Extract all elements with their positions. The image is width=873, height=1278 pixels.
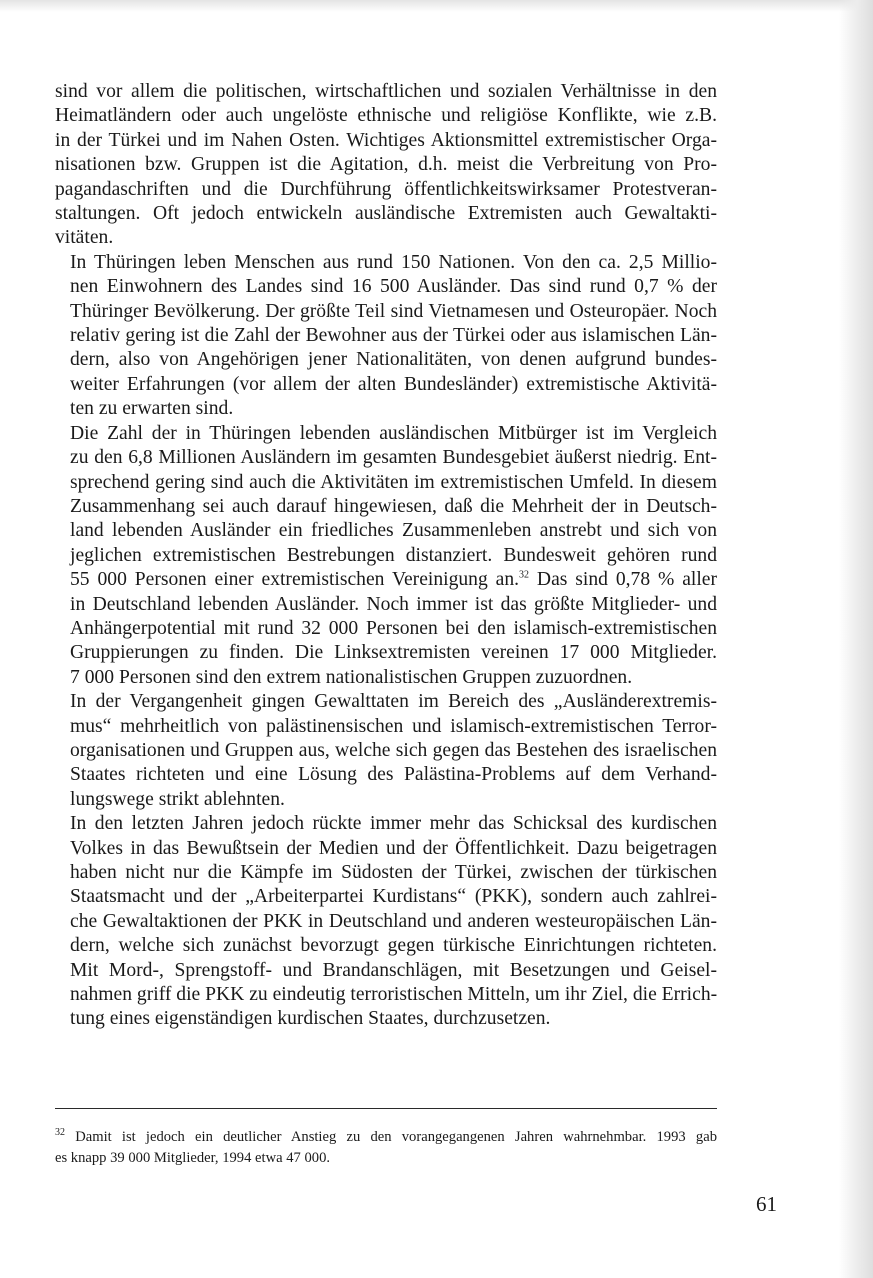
text-line: Gruppierungen zu finden. Die Linksextremisten vereinen 17 000 Mitglieder. bbox=[70, 642, 717, 664]
text-line: jeglichen extremistischen Bestrebungen distanziert. Bundesweit gehören rund bbox=[70, 544, 717, 566]
text-line: organisationen und Gruppen aus, welche sich gegen das Bestehen des israelischen bbox=[70, 739, 717, 761]
text-line: Anhängerpotential mit rund 32 000 Personen bei den islamisch-extremistischen bbox=[70, 617, 717, 639]
text-line: In den letzten Jahren jedoch rückte immer mehr das Schicksal des kurdischen bbox=[70, 813, 717, 835]
text-line: Staates richteten und eine Lösung des Palästina-Problems auf dem Verhand- bbox=[70, 764, 717, 786]
footnote-text: Damit ist jedoch ein deutlicher Anstieg zu den vorangegangenen Jahren wahrnehmbar. 1993 gab bbox=[65, 1129, 717, 1145]
text-segment: Das sind 0,78 % aller bbox=[529, 569, 718, 591]
footnote-line bbox=[55, 1127, 717, 1148]
scan-right-shadow bbox=[839, 0, 873, 1278]
text-line: dern, also von Angehörigen jener Nationalitäten, von denen aufgrund bundes- bbox=[70, 349, 717, 371]
paragraph-1 bbox=[55, 80, 717, 251]
text-line: sind vor allem die politischen, wirtschaftlichen und sozialen Verhältnisse in den bbox=[55, 81, 717, 102]
footnote-reference[interactable]: 32 bbox=[519, 569, 530, 581]
text-line: In der Vergangenheit gingen Gewalttaten im Bereich des „Ausländerextremis- bbox=[70, 691, 717, 713]
text-line: ten zu erwarten sind. bbox=[70, 398, 234, 420]
text-line: vitäten. bbox=[55, 227, 114, 249]
page-number: 61 bbox=[756, 1192, 777, 1216]
text-line: mus“ mehrheitlich von palästinensischen und islamisch-extremistischen Terror- bbox=[70, 715, 717, 737]
text-segment: 55 000 Personen einer extremistischen Vereinigung an. bbox=[70, 569, 520, 591]
footnote-separator bbox=[55, 1108, 717, 1109]
text-line: staltungen. Oft jedoch entwickeln ausländische Extremisten auch Gewaltakti- bbox=[55, 203, 717, 225]
text-line: in der Türkei und im Nahen Osten. Wichtiges Aktionsmittel extremistischer Orga- bbox=[55, 129, 717, 151]
scan-top-shadow bbox=[0, 0, 873, 12]
footnote-marker: 32 bbox=[55, 1127, 65, 1139]
text-line: Volkes in das Bewußtsein der Medien und der Öffentlichkeit. Dazu beigetragen bbox=[70, 837, 717, 859]
text-line: Staatsmacht und der „Arbeiterpartei Kurdistans“ (PKK), sondern auch zahlrei- bbox=[70, 886, 717, 908]
footnote-text: es knapp 39 000 Mitglieder, 1994 etwa 47 000. bbox=[55, 1149, 331, 1166]
paragraph-2 bbox=[55, 251, 717, 422]
text-line: zu den 6,8 Millionen Ausländern im gesamten Bundesgebiet äußerst niedrig. Ent- bbox=[70, 447, 717, 469]
text-line: lungswege strikt ablehnten. bbox=[70, 788, 285, 810]
paragraph-4 bbox=[55, 690, 717, 812]
page-body-text bbox=[55, 80, 717, 1032]
paragraph-5 bbox=[55, 812, 717, 1032]
paragraph-3 bbox=[55, 422, 717, 690]
footnote-line bbox=[55, 1148, 717, 1169]
text-line: In Thüringen leben Menschen aus rund 150 Nationen. Von den ca. 2,5 Millio- bbox=[70, 251, 717, 273]
text-line: land lebenden Ausländer ein friedliches Zusammenleben anstrebt und sich von bbox=[70, 520, 717, 542]
text-line: Zusammenhang sei auch darauf hingewiesen, daß die Mehrheit der in Deutsch- bbox=[70, 495, 717, 517]
text-line bbox=[55, 568, 717, 592]
text-line: Heimatländern oder auch ungelöste ethnische und religiöse Konflikte, wie z.B. bbox=[55, 105, 717, 127]
text-line: Die Zahl der in Thüringen lebenden ausländischen Mitbürger ist im Vergleich bbox=[70, 422, 717, 444]
text-line: in Deutschland lebenden Ausländer. Noch immer ist das größte Mitglieder- und bbox=[70, 593, 717, 615]
text-line: tung eines eigenständigen kurdischen Staates, durchzusetzen. bbox=[70, 1008, 551, 1030]
text-line: nen Einwohnern des Landes sind 16 500 Ausländer. Das sind rund 0,7 % der bbox=[70, 276, 717, 298]
text-line: Mit Mord-, Sprengstoff- und Brandanschlägen, mit Besetzungen und Geisel- bbox=[70, 959, 717, 981]
footnote bbox=[55, 1127, 717, 1168]
text-line: Thüringer Bevölkerung. Der größte Teil sind Vietnamesen und Osteuropäer. Noch bbox=[70, 300, 717, 322]
text-line: relativ gering ist die Zahl der Bewohner aus der Türkei oder aus islamischen Län- bbox=[70, 325, 717, 347]
text-line: dern, welche sich zunächst bevorzugt gegen türkische Einrichtungen richteten. bbox=[70, 935, 717, 957]
text-line: weiter Erfahrungen (vor allem der alten Bundesländer) extremistische Aktivitä- bbox=[70, 373, 717, 395]
text-line: nisationen bzw. Gruppen ist die Agitation, d.h. meist die Verbreitung von Pro- bbox=[55, 154, 717, 176]
text-line: 7 000 Personen sind den extrem nationalistischen Gruppen zuzuordnen. bbox=[70, 666, 633, 688]
text-line: nahmen griff die PKK zu eindeutig terroristischen Mitteln, um ihr Ziel, die Errich- bbox=[70, 984, 718, 1006]
text-line: pagandaschriften und die Durchführung öffentlichkeitswirksamer Protestveran- bbox=[55, 178, 717, 200]
text-line: sprechend gering sind auch die Aktivitäten im extremistischen Umfeld. In diesem bbox=[70, 471, 717, 493]
text-line: haben nicht nur die Kämpfe im Südosten der Türkei, zwischen der türkischen bbox=[70, 862, 717, 883]
text-line: che Gewaltaktionen der PKK in Deutschland und anderen westeuropäischen Län- bbox=[70, 910, 717, 932]
